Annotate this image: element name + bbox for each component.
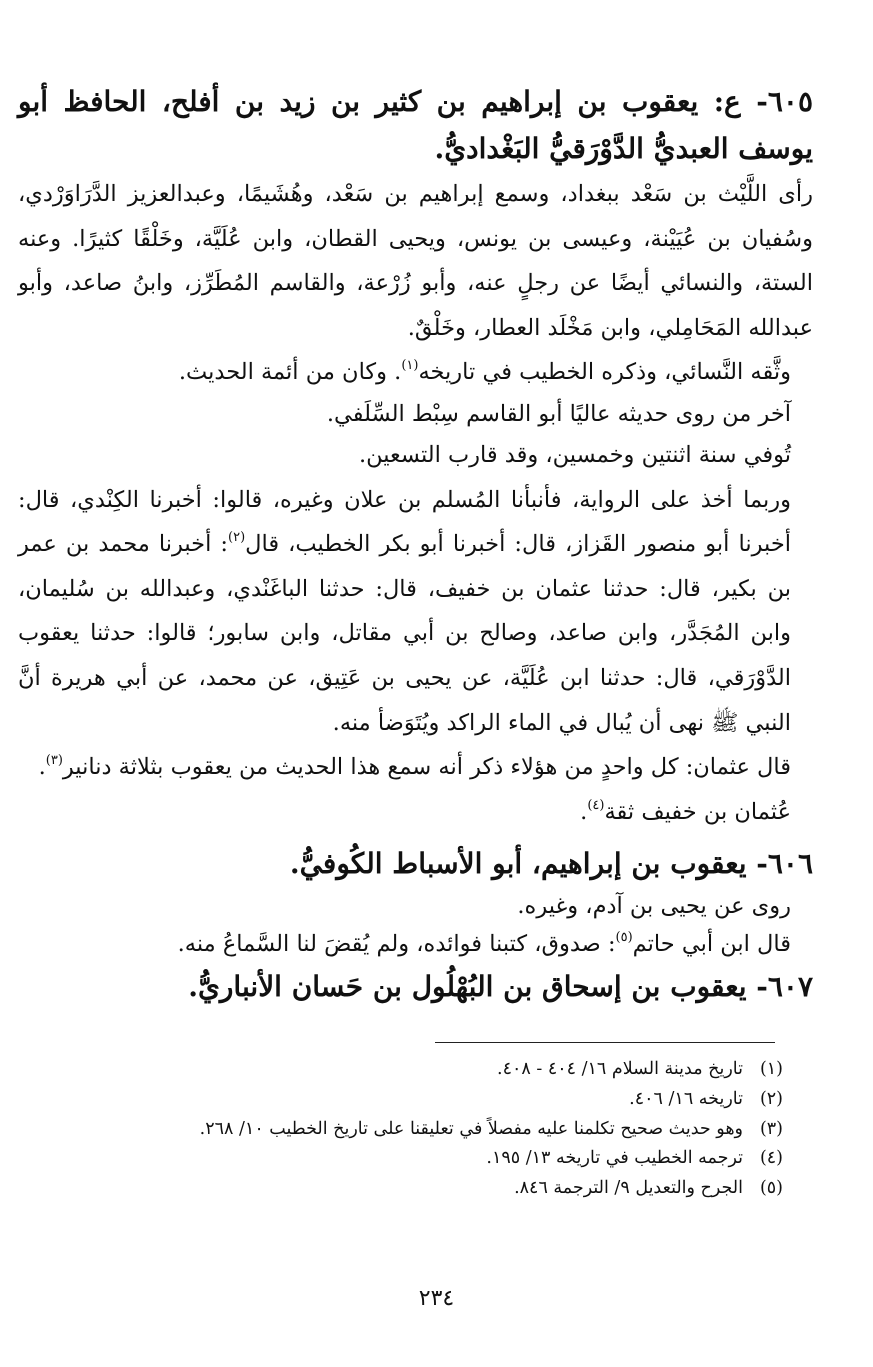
entry-606-grading: قال ابن أبي حاتم$^{(٥)}$: صدوق، كتبنا فوائده، ولم يُقضَ لنا السَّماعُ منه. <box>177 930 791 958</box>
entry-606-narrated: روى عن يحيى بن آدم، وغيره. <box>517 893 791 920</box>
footnote-ref-1: (١) <box>401 358 419 374</box>
footnote-5: (٥)الجرح والتعديل ٩/ الترجمة ٨٤٦. <box>514 1177 783 1198</box>
entry-605-hadith: وربما أخذ على الرواية، فأنبأنا المُسلم بن علان وغيره، قالوا: أخبرنا الكِنْدي، قال: أخبرنا أبو منصور القَزاز، قال: أخبرنا أبو بكر الخطيب، قال$^{(٢)}$: أخبرنا محمد بن عمر بن بكير، قال: حدثنا عثمان بن خفيف، قال: حدثنا الباغَنْدي، وعبدالله بن سُليمان، وابن المُجَدَّر، وابن صاعد، وصالح بن أبي مقاتل، وابن سابور؛ قالوا: حدثنا يعقوب الدَّوْرَقي، قال: حدثنا ابن عُلَيَّة، عن يحيى بن عَتِيق، عن محمد، عن أبي هريرة أنَّ النبي ﷺ نهى أن يُبال في الماء الراكد ويُتَوَضأ منه. <box>18 486 791 736</box>
entry-605-trust: وثَّقه النَّسائي، وذكره الخطيب في تاريخه$^{(١)}$. وكان من أئمة الحديث. <box>178 358 791 386</box>
footnote-ref-3: (٣) <box>45 753 63 769</box>
entry-607-heading: ٦٠٧- يعقوب بن إسحاق بن البُهْلُول بن حَسان الأنباريُّ. <box>188 970 813 1004</box>
entry-605-uthman-trust: عُثمان بن خفيف ثقة$^{(٤)}$. <box>580 797 791 825</box>
footnote-2: (٢)تاريخه ١٦/ ٤٠٦. <box>629 1088 783 1109</box>
footnote-divider <box>435 1042 775 1043</box>
page-number: ٢٣٤ <box>418 1286 455 1311</box>
entry-606-heading: ٦٠٦- يعقوب بن إبراهيم، أبو الأسباط الكُوفيُّ. <box>289 847 813 881</box>
footnote-ref-4: (٤) <box>587 797 605 813</box>
footnotes <box>18 1055 813 1203</box>
entry-605-narrators: رأى اللَّيْث بن سَعْد ببغداد، وسمع إبراهيم بن سَعْد، وهُشَيمًا، وعبدالعزيز الدَّرَاوَرْدي، وسُفيان بن عُيَيْنة، وعيسى بن يونس، ويحيى القطان، وابن عُلَيَّة، وخَلْقًا كثيرًا. وعنه الستة، والنسائي أيضًا عن رجلٍ عنه، وأبو زُرْعة، والقاسم المُطَرِّز، وابنُ صاعد، وأبو عبدالله المَحَامِلي، وابن مَخْلَد العطار، وخَلْقٌ. <box>18 181 813 341</box>
footnote-1: (١)تاريخ مدينة السلام ١٦/ ٤٠٤ - ٤٠٨. <box>497 1059 783 1080</box>
entry-605-last-narrator: آخر من روى حديثه عاليًا أبو القاسم سِبْط السِّلَفي. <box>326 400 791 427</box>
footnote-3: (٣)وهو حديث صحيح تكلمنا عليه مفصلاً في تعليقنا على تاريخ الخطيب ١٠/ ٢٦٨. <box>199 1118 783 1139</box>
footnote-ref-5: (٥) <box>615 930 633 946</box>
footnote-ref-2: (٢) <box>228 530 246 546</box>
entry-605-heading: ٦٠٥- ع: يعقوب بن إبراهيم بن كثير بن زيد بن أفلح، الحافظ أبو يوسف العبديُّ الدَّوْرَقيُّ البَغْداديُّ. <box>18 85 813 165</box>
entry-605-uthman-note: قال عثمان: كل واحدٍ من هؤلاء ذكر أنه سمع هذا الحديث من يعقوب بثلاثة دنانير$^{(٣)}$. <box>38 753 791 781</box>
entry-605-death: تُوفي سنة اثنتين وخمسين، وقد قارب التسعين. <box>358 441 791 468</box>
footnote-4: (٤)ترجمه الخطيب في تاريخه ١٣/ ١٩٥. <box>486 1148 783 1169</box>
